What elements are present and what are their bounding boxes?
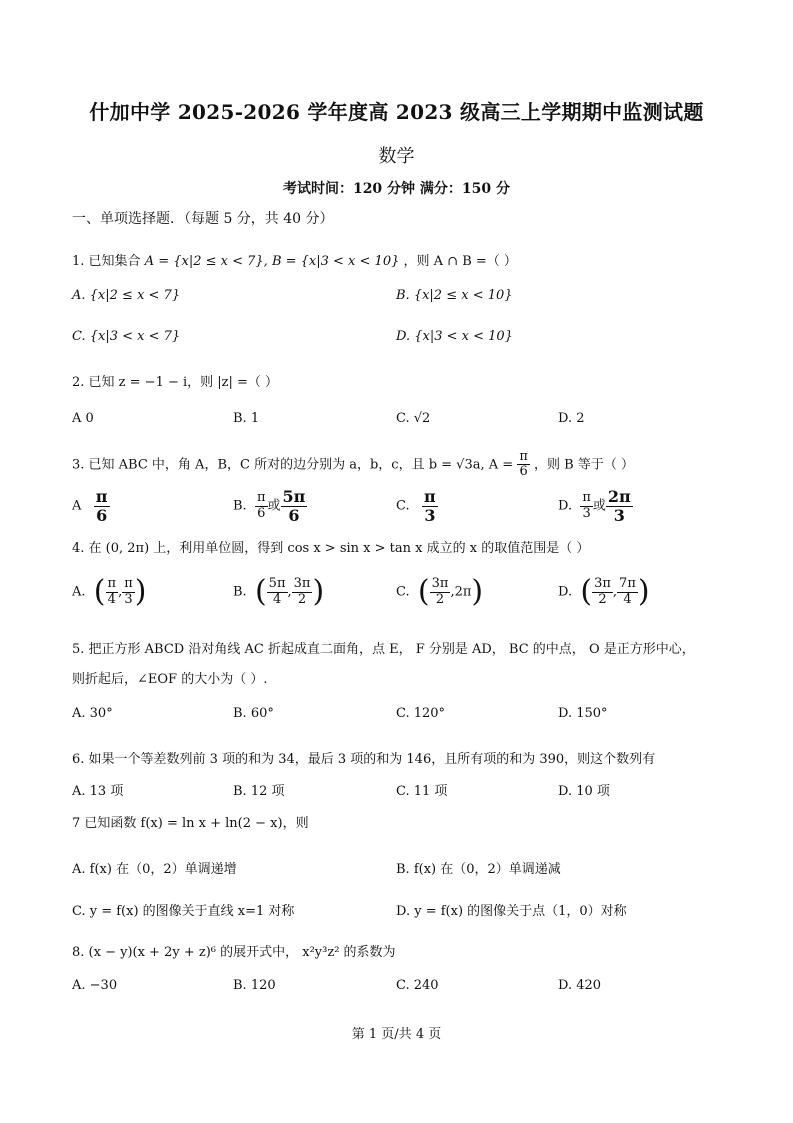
q3-b-or: 或 (267, 498, 281, 514)
q4-option-d: D. ( $\frac{3\pi}{2}$ , $\frac{7\pi}{4}$ ) (558, 574, 650, 609)
q4-d-frac2 (617, 577, 638, 607)
q4-option-c: C. ( $\frac{3\pi}{2}$ ,2π) (396, 574, 484, 609)
q7-option-b: B. f(x) 在（0，2）单调递减 (396, 862, 561, 877)
q4-d-label: D. (558, 584, 573, 600)
q2-option-a: A 0 (72, 411, 94, 426)
q3-d-label: D. (558, 498, 573, 514)
q3-d-frac1 (580, 491, 593, 521)
q4-b-frac2 (292, 577, 313, 607)
q3-c-label: C. (396, 498, 410, 514)
q3-d-num1: π (582, 490, 591, 506)
question-2-stem: 2. 已知 z = −1 − i，则 |z| =（ ） (72, 375, 279, 390)
q3-a-den: 6 (96, 505, 108, 525)
q3-d-num2: 2π (607, 487, 631, 506)
q2-option-b: B. 1 (233, 411, 260, 426)
q4-c-frac1 (430, 577, 451, 607)
q4-d-frac1 (592, 577, 613, 607)
q2-option-d: D. 2 (558, 411, 585, 426)
q1-option-c: C. {x|3 < x < 7} (72, 329, 181, 344)
q3-b-num2: 5π (282, 487, 306, 506)
q3-d-den1: 3 (582, 505, 591, 521)
q3-option-c (396, 488, 438, 524)
q6-option-d: D. 10 项 (558, 784, 610, 799)
q1-option-a: A. {x|2 ≤ x < 7} (72, 288, 181, 303)
q1-option-b: B. {x|2 ≤ x < 10} (396, 288, 513, 303)
q3-b-den2: 6 (288, 505, 300, 525)
q3-b-frac2 (281, 488, 308, 524)
q8-option-d: D. 420 (558, 978, 602, 993)
q2-option-c: C. √2 (396, 411, 431, 426)
q5-option-d: D. 150° (558, 706, 608, 721)
q4-a-den1: 4 (107, 591, 116, 607)
q7-option-a: A. f(x) 在（0，2）单调递增 (72, 862, 237, 877)
q1-option-d: D. {x|3 < x < 10} (396, 329, 513, 344)
q1-stem-set: A = {x|2 ≤ x < 7}, B = {x|3 < x < 10} (144, 254, 400, 269)
q6-option-c: C. 11 项 (396, 784, 448, 799)
q3-d-frac2 (606, 488, 633, 524)
q4-option-b: B. ( $\frac{5\pi}{4}$ , $\frac{3\pi}{2}$ ) (233, 574, 325, 609)
question-8-stem: 8. (x − y)(x + 2y + z)⁶ 的展开式中， x²y³z² 的系数为 (72, 945, 396, 960)
q3-c-num: π (424, 487, 436, 506)
question-6-stem: 6. 如果一个等差数列前 3 项的和为 34，最后 3 项的和为 146，且所有项的和为 390，则这个数列有 (72, 752, 656, 767)
q3-d-or: 或 (592, 498, 606, 514)
exam-subject: 数学 (378, 146, 415, 167)
q8-option-c: C. 240 (396, 978, 439, 993)
q3-b-num1: π (256, 490, 266, 506)
q4-a-frac2 (122, 577, 135, 607)
q4-a-num2: π (124, 576, 133, 592)
q3-b-frac1 (255, 491, 268, 521)
q3-stem-frac-num: π (519, 449, 528, 464)
q3-stem-fraction (517, 450, 530, 480)
q4-b-num2: 3π (293, 576, 311, 592)
q4-b-label: B. (233, 584, 247, 600)
q8-option-a: A. −30 (72, 978, 118, 993)
exam-title: 什加中学 2025-2026 学年度高 2023 级高三上学期期中监测试题 (89, 100, 704, 124)
exam-meta: 考试时间：120 分钟 满分：150 分 (282, 181, 511, 197)
q4-d-den2: 4 (623, 591, 632, 607)
q4-a-label: A. (72, 584, 86, 600)
q4-d-den1: 2 (598, 591, 607, 607)
q5-option-a: A. 30° (72, 706, 113, 721)
q7-option-d: D. y = f(x) 的图像关于点（1，0）对称 (396, 904, 627, 919)
q4-d-num1: 3π (594, 576, 611, 592)
q4-b-den1: 4 (272, 591, 282, 607)
q3-a-num: π (95, 487, 108, 506)
q4-c-den1: 2 (435, 591, 445, 607)
question-1-stem (72, 250, 517, 269)
q1-stem-pre: 1. 已知集合 (72, 254, 141, 269)
section-heading: 一、单项选择题．（每题 5 分，共 40 分） (72, 211, 334, 227)
q3-c-frac (422, 488, 438, 524)
question-3-stem (72, 450, 634, 480)
q3-d-den2: 3 (613, 505, 625, 525)
q6-option-a: A. 13 项 (72, 784, 124, 799)
q3-stem-post: ，则 B 等于（ ） (534, 457, 634, 473)
q3-option-a (72, 488, 110, 524)
q4-c-label: C. (396, 584, 410, 600)
q3-stem-frac-den: 6 (519, 464, 528, 480)
q3-option-b (233, 488, 307, 524)
q3-a-frac (94, 488, 110, 524)
q4-b-den2: 2 (297, 591, 307, 607)
q3-b-label: B. (233, 498, 247, 514)
q3-b-den1: 6 (257, 505, 266, 521)
q6-option-b: B. 12 项 (233, 784, 285, 799)
q7-option-c: C. y = f(x) 的图像关于直线 x=1 对称 (72, 904, 295, 919)
q5-option-c: C. 120° (396, 706, 446, 721)
q4-b-num1: 5π (268, 576, 286, 592)
question-4-stem: 4. 在 (0, 2π) 上，利用单位圆，得到 cos x > sin x > tan x 成立的 x 的取值范围是（ ） (72, 541, 590, 556)
question-5-line1: 5. 把正方形 ABCD 沿对角线 AC 折起成直二面角，点 E， F 分别是 AD， BC 的中点， O 是正方形中心， (72, 642, 695, 657)
q8-option-b: B. 120 (233, 978, 276, 993)
q3-a-label: A (72, 498, 82, 514)
q4-c-tail: ,2π (450, 584, 472, 600)
q3-c-den: 3 (424, 505, 436, 525)
q4-a-den2: 3 (124, 591, 133, 607)
question-7-stem: 7 已知函数 f(x) = ln x + ln(2 − x)，则 (72, 816, 309, 831)
q4-b-frac1 (267, 577, 288, 607)
q3-option-d (558, 488, 633, 524)
q4-d-num2: 7π (619, 576, 636, 592)
page-footer: 第 1 页/共 4 页 (351, 1027, 442, 1042)
q1-stem-post: ，则 A ∩ B =（ ） (403, 254, 517, 269)
question-5-line2: 则折起后，∠EOF 的大小为（ ）. (72, 672, 268, 687)
q4-a-frac1 (106, 577, 119, 607)
q4-a-num1: π (107, 576, 117, 592)
q5-option-b: B. 60° (233, 706, 274, 721)
q4-c-num1: 3π (431, 576, 449, 592)
q4-option-a: A. ( $\frac{\pi}{4}$ , $\frac{\pi}{3}$ ) (72, 574, 147, 609)
q3-stem-pre: 3. 已知 ABC 中，角 A，B，C 所对的边分别为 a，b，c，且 b = √3a, A = (72, 457, 514, 473)
